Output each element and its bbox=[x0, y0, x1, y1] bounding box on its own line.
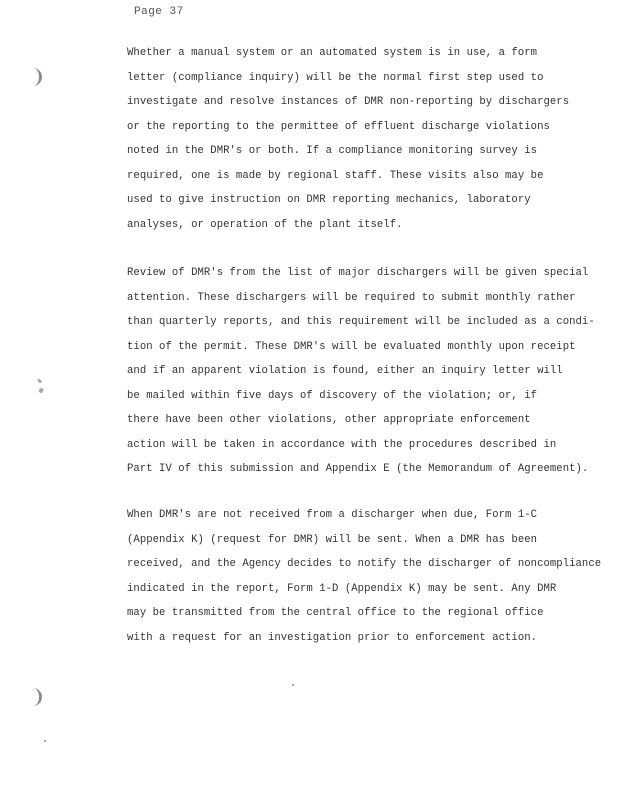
text-line: indicated in the report, Form 1-D (Appendix K) may be sent. Any DMR bbox=[127, 582, 557, 595]
scan-speck bbox=[44, 740, 46, 742]
text-line: analyses, or operation of the plant itself. bbox=[127, 218, 403, 231]
text-line: (Appendix K) (request for DMR) will be sent. When a DMR has been bbox=[127, 533, 538, 546]
scan-speck bbox=[292, 684, 294, 686]
paragraph-major-dischargers bbox=[127, 261, 595, 482]
text-line: required, one is made by regional staff. These visits also may be bbox=[127, 169, 544, 182]
text-line: received, and the Agency decides to notify the discharger of noncompliance bbox=[127, 558, 602, 570]
text-line: used to give instruction on DMR reporting mechanics, laboratory bbox=[127, 194, 531, 206]
text-line: tion of the permit. These DMR's will be evaluated monthly upon receipt bbox=[127, 340, 576, 353]
text-line: Whether a manual system or an automated system is in use, a form bbox=[127, 47, 538, 59]
text-line: Part IV of this submission and Appendix E (the Memorandum of Agreement). bbox=[127, 463, 589, 475]
text-line: noted in the DMR's or both. If a compliance monitoring survey is bbox=[127, 145, 538, 157]
page-number: Page 37 bbox=[134, 6, 184, 18]
text-line: attention. These dischargers will be required to submit monthly rather bbox=[127, 291, 576, 304]
paragraph-dmr-not-received bbox=[127, 503, 601, 650]
text-line: When DMR's are not received from a discharger when due, Form 1-C bbox=[127, 509, 538, 521]
binder-hole-mark bbox=[30, 688, 42, 706]
text-line: with a request for an investigation prior to enforcement action. bbox=[127, 631, 538, 644]
text-line: Review of DMR's from the list of major dischargers will be given special bbox=[127, 267, 589, 279]
binder-hole-mark bbox=[30, 68, 42, 86]
binder-hole-mark bbox=[30, 378, 44, 396]
text-line: letter (compliance inquiry) will be the normal first step used to bbox=[127, 71, 544, 84]
text-line: there have been other violations, other appropriate enforcement bbox=[127, 414, 531, 426]
text-line: and if an apparent violation is found, either an inquiry letter will bbox=[127, 365, 563, 377]
paragraph-manual-system bbox=[127, 41, 569, 237]
text-line: action will be taken in accordance with the procedures described in bbox=[127, 438, 557, 451]
text-line: investigate and resolve instances of DMR non-reporting by dischargers bbox=[127, 96, 570, 108]
text-line: be mailed within five days of discovery of the violation; or, if bbox=[127, 389, 538, 402]
text-line: or the reporting to the permittee of effluent discharge violations bbox=[127, 120, 550, 133]
text-line: may be transmitted from the central office to the regional office bbox=[127, 607, 544, 619]
text-line: than quarterly reports, and this requirement will be included as a condi- bbox=[127, 316, 595, 328]
